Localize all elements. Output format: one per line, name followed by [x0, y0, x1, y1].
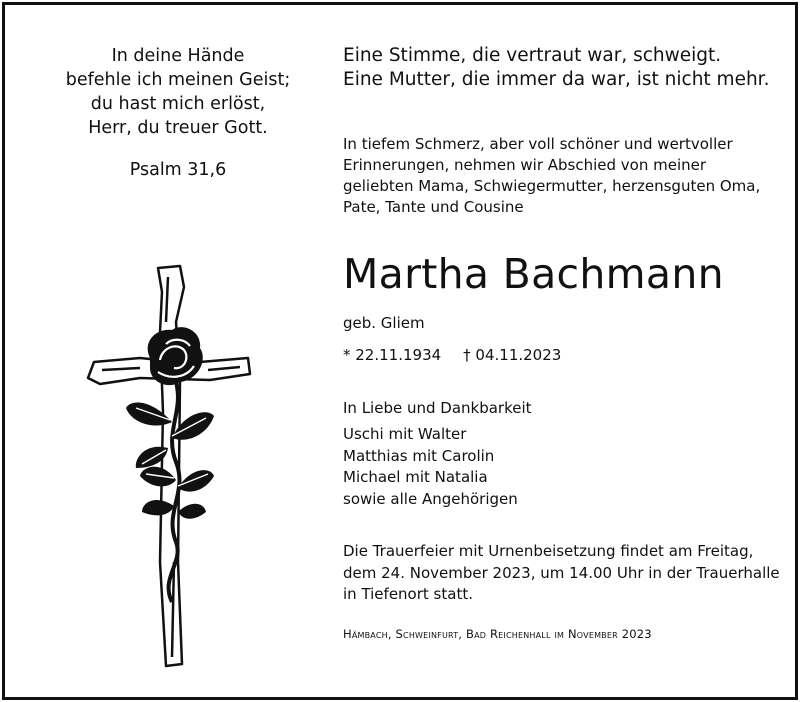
maiden-name: geb. Gliem	[343, 314, 425, 332]
birth-date: * 22.11.1934	[343, 346, 442, 364]
quote-line: Eine Stimme, die vertraut war, schweigt.	[343, 45, 722, 66]
funeral-line: Die Trauerfeier mit Urnenbeisetzung findet am Freitag,	[343, 542, 754, 560]
farewell-line: geliebten Mama, Schwiegermutter, herzensguten Oma,	[343, 177, 761, 195]
funeral-line: in Tiefenort statt.	[343, 585, 473, 603]
mourner: Michael mit Natalia	[343, 468, 488, 486]
funeral-line: dem 24. November 2023, um 14.00 Uhr in der Trauerhalle	[343, 563, 780, 582]
farewell-line: In tiefem Schmerz, aber voll schöner und wertvoller	[343, 135, 733, 153]
mourners-list	[343, 424, 518, 510]
farewell-text	[343, 134, 783, 218]
verse-line: In deine Hände	[111, 46, 245, 66]
mourner: sowie alle Angehörigen	[343, 489, 518, 508]
bible-verse	[18, 44, 338, 140]
gratitude-line: In Liebe und Dankbarkeit	[343, 399, 532, 417]
opening-quote	[343, 44, 769, 92]
death-date: † 04.11.2023	[463, 346, 562, 364]
farewell-line: Pate, Tante und Cousine	[343, 198, 524, 216]
verse-line: befehle ich meinen Geist;	[65, 70, 291, 90]
life-dates	[343, 346, 561, 364]
verse-reference: Psalm 31,6	[129, 160, 227, 180]
place-and-date: Hämbach, Schweinfurt, Bad Reichenhall im November 2023	[343, 627, 652, 641]
verse-line: Herr, du treuer Gott.	[88, 118, 268, 138]
cross-with-rose-icon	[80, 262, 260, 682]
mourner: Uschi mit Walter	[343, 425, 467, 443]
quote-line: Eine Mutter, die immer da war, ist nicht mehr.	[343, 69, 770, 90]
deceased-name: Martha Bachmann	[343, 250, 724, 298]
farewell-line: Erinnerungen, nehmen wir Abschied von meiner	[343, 156, 707, 174]
funeral-info	[343, 541, 780, 606]
verse-line: du hast mich erlöst,	[90, 94, 266, 114]
mourner: Matthias mit Carolin	[343, 446, 495, 465]
